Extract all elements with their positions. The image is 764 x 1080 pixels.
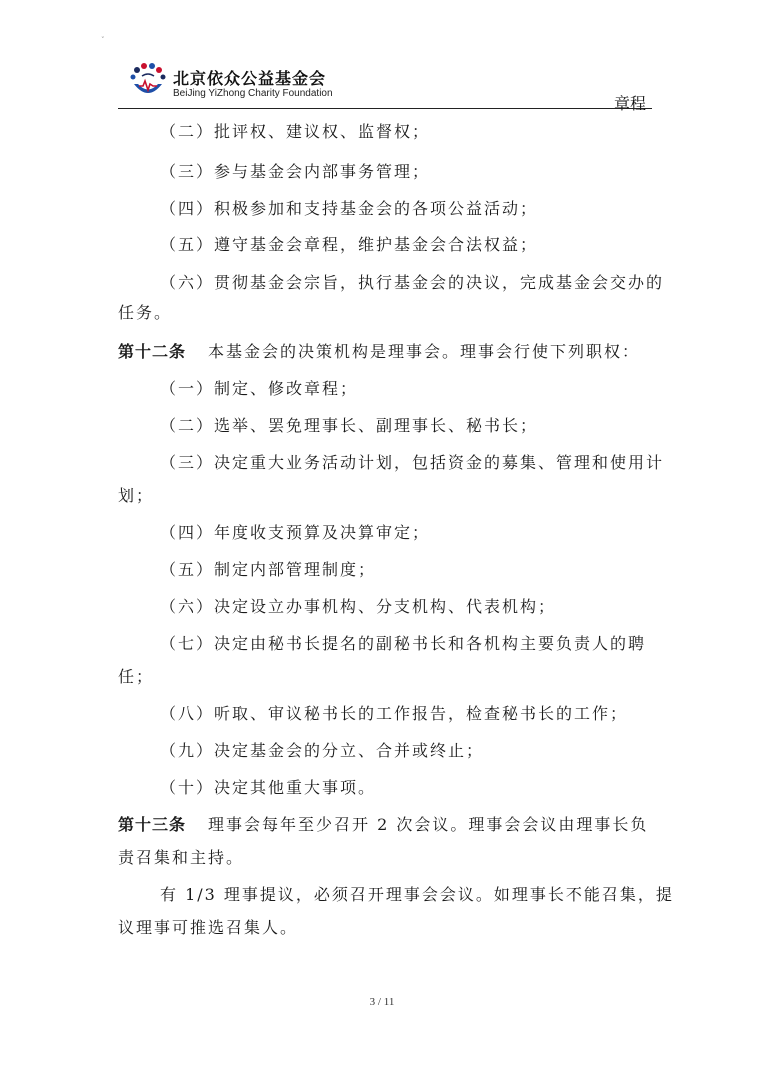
clause-line: （六）贯彻基金会宗旨，执行基金会的决议，完成基金会交办的 [160, 273, 665, 292]
article-13 [118, 812, 648, 835]
article-heading: 第十二条 [118, 342, 187, 361]
document-type-label: 章程 [614, 94, 647, 113]
clause-line: （二）选举、罢免理事长、副理事长、秘书长； [160, 416, 539, 435]
paragraph-line: 有 1/3 理事提议，必须召开理事会会议。如理事长不能召集，提 [160, 885, 674, 904]
article-text-continued: 责召集和主持。 [118, 848, 245, 867]
article-text: 本基金会的决策机构是理事会。理事会行使下列职权： [208, 342, 641, 361]
clause-line: （一）制定、修改章程； [160, 379, 359, 398]
clause-line: （二）批评权、建议权、监督权； [160, 122, 431, 141]
foundation-logo-icon [128, 62, 168, 102]
scan-speck: ˅ [101, 36, 105, 44]
clause-line-continued: 任务。 [118, 303, 173, 322]
paragraph-line-continued: 议理事可推选召集人。 [118, 918, 299, 937]
clause-line: （七）决定由秘书长提名的副秘书长和各机构主要负责人的聘 [160, 634, 647, 653]
clause-line: （五）遵守基金会章程，维护基金会合法权益； [160, 235, 539, 254]
organization-name-cn: 北京依众公益基金会 [173, 69, 327, 88]
article-heading: 第十三条 [118, 815, 187, 834]
clause-line: （五）制定内部管理制度； [160, 560, 377, 579]
clause-line: （八）听取、审议秘书长的工作报告，检查秘书长的工作； [160, 704, 629, 723]
clause-line: （四）积极参加和支持基金会的各项公益活动； [160, 199, 539, 218]
clause-line: （三）决定重大业务活动计划，包括资金的募集、管理和使用计 [160, 453, 665, 472]
clause-line-continued: 任； [118, 667, 155, 686]
page-number: 3 / 11 [369, 996, 395, 1008]
clause-line: （三）参与基金会内部事务管理； [160, 162, 431, 181]
article-12 [118, 339, 640, 362]
clause-line: （九）决定基金会的分立、合并或终止； [160, 741, 485, 760]
clause-line: （十）决定其他重大事项。 [160, 778, 377, 797]
clause-line: （四）年度收支预算及决算审定； [160, 523, 431, 542]
article-text: 理事会每年至少召开 2 次会议。理事会会议由理事长负 [208, 815, 649, 834]
organization-name-en: BeiJing YiZhong Charity Foundation [173, 88, 333, 99]
header-divider [118, 108, 652, 109]
clause-line-continued: 划； [118, 486, 155, 505]
clause-line: （六）决定设立办事机构、分支机构、代表机构； [160, 597, 557, 616]
